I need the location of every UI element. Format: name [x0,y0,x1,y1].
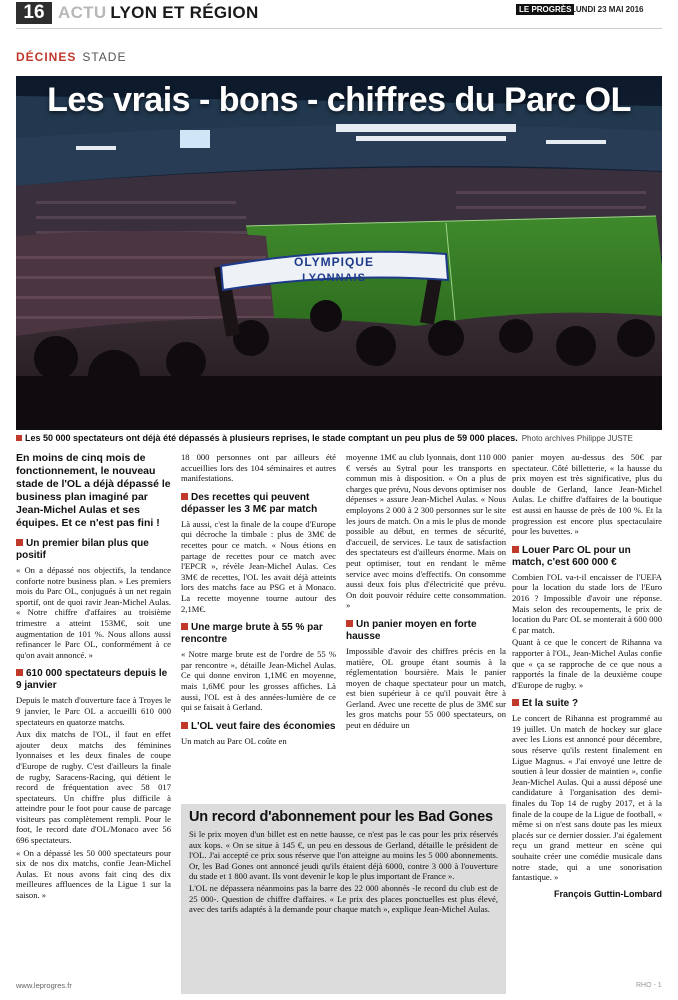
caption-text: Les 50 000 spectateurs ont déjà été dépassés à plusieurs reprises, le stade comptant un peu plus de 59 000 places. [25,433,518,443]
paragraph: Aux dix matchs de l'OL, il faut en effet ajouter deux matchs des féminines lyonnaises et les deux finales de coupe d'Europe de rugby. C'est d'ailleurs la finale de rugby, Saracens-Racing, qui détient le record de fréquentation avec 58 017 spectateurs. Un chiffre plus difficile à atteindre pour le foot pour cause de parcage visiteurs pas complètement rempli. Pour le foot, le record date d'OL/Monaco avec 56 696 spectateurs. [16,729,171,846]
subhead-economies: L'OL veut faire des économies [181,721,336,733]
subhead-square-icon [16,539,23,546]
paragraph: « On a dépassé nos objectifs, la tendance conforte notre business plan. » Les premiers mois du Parc OL, conjugués à un net regain sportif, ont de quoi ravir Jean-Michel Aulas. « Notre chiffre d'affaires au troisième trimestre a atteint 153M€, soit une augmentation de 101 %. Nous allons aussi refinancer le Parc OL, conformément à ce qu'on avait annoncé. » [16,565,171,660]
footer-code: RHO - 1 [636,982,662,989]
subhead-square-icon [346,620,353,627]
kicker-topic: STADE [82,50,127,64]
subhead-spectateurs: 610 000 spectateurs depuis le 9 janvier [16,668,168,692]
column-3 [346,452,506,733]
box-body [181,829,506,915]
subhead-marge: Une marge brute à 55 % par rencontre [181,622,323,646]
section-region: LYON ET RÉGION [110,3,259,22]
author-byline: François Guttin-Lombard [554,888,662,899]
paragraph: Le concert de Rihanna est programmé au 19 juillet. Un match de hockey sur glace avec les Lions est annoncé pour décembre, sous réserve qu'ils restent finalement en Ligue Magnus. « J'ai envoyé une lettre de soutien à leur dossier de maintien », confie Jean-Michel Aulas. Qui a aussi déposé une candidature à l'organisation des demi-finales du Top 14 de rugby 2017, et à la finale de la coupe de la Ligue de football, « même si on n'est sans doute pas les mieux placés sur ce dernier dossier. J'ai également reçu un grand metteur en scène qui souhaite créer une comédie musicale dans notre stade, qui a une sonorisation fantastique. » [512,713,662,883]
paragraph: Impossible d'avoir des chiffres précis en la matière, OL groupe étant soumis à la réglementation boursière. Mais le panier moyen de chaque spectateur pour un match, est bien supérieur à ce qu'il pouvait être à Gerland. Avec une recette de plus de 3M€ sur les gros matchs pour 55 000 spectateurs, on peut en déduire un [346,645,506,731]
subhead-premier-bilan: Un premier bilan plus que positif [16,538,149,561]
subhead-square-icon [181,722,188,729]
page-number: 16 [16,2,52,24]
kicker-place: DÉCINES [16,50,77,64]
column-1 [16,452,171,903]
page-header [0,0,678,26]
scarf-text-line2: LYONNAIS [302,272,366,284]
header-divider [16,28,662,29]
column-2 [181,452,336,748]
subhead-recettes: Des recettes qui peuvent dépasser les 3 M€ par match [181,491,318,515]
paragraph: « Notre marge brute est de l'ordre de 55 % par rencontre », détaille Jean-Michel Aulas. Ce qui donne environ 1,1M€ en moyenne, mais 1,6M€ pour les grosses affiches. Là aussi, l'OL est à des années-lumière de ce qui se faisait à Gerland. [181,649,336,713]
sidebar-box-bad-gones [181,804,506,994]
paragraph: L'OL ne dépassera néanmoins pas la barre des 22 000 abonnés -le record du club est de 25 000-. Question de chiffre d'affaires. « Le prix des places ponctuelles est plus élevé, avec des tarifs adaptés à la demande pour chaque match », explique Jean-Michel Aulas. [189,882,498,915]
newspaper-logo: LE PROGRÈS [516,4,574,15]
subhead-panier: Un panier moyen en forte hausse [346,618,477,642]
paragraph: Quant à ce que le concert de Rihanna va rapporter à l'OL, Jean-Michel Aulas confie que « ça se rapproche de ce que nous a rapportés la finale de la deuxième coupe d'Europe de rugby. » [512,637,662,690]
paragraph: « On a dépassé les 50 000 spectateurs pour six de nos dix matchs, confie Jean-Michel Aulas. Et nous avons fait cinq des dix meilleures affluences de la Ligue 1 sur la saison. » [16,847,171,901]
article-lead: En moins de cinq mois de fonctionnement, le nouveau stade de l'OL a déjà dépassé le business plan imaginé par Jean-Michel Aulas et ses équipes. Et ce n'est pas fini ! [16,452,171,529]
subhead-square-icon [512,699,519,706]
headline: Les vrais - bons - chiffres du Parc OL [47,81,631,119]
stadium-illustration [16,76,662,430]
paragraph: Si le prix moyen d'un billet est en nette hausse, ce n'est pas le cas pour les prix réservés aux kops. « On se situe à 145 €, un peu en dessous de Gerland, détaille le président de l'OL. J'ai accepté ce prix sous réserve que l'on atteigne au moins les 5 000 abonnements. Or, les Bad Gones ont annoncé jeudi qu'ils étaient déjà 6000, contre 3 000 à l'ouverture du stade et 1 800 avant. Ils vont devenir le kop le plus important de France ». [189,829,498,882]
subhead-square-icon [16,669,23,676]
paragraph: panier moyen au-dessus des 50€ par spectateur. Côté billetterie, « la hausse du prix moyen est très significative, plus du double de Gerland, lance Jean-Michel Aulas. Le chiffre d'affaires de la boutique est aussi en hausse de près de 100 %. Et la progression est encore plus spectaculaire pour les buvettes. » [512,452,662,537]
caption-square-icon [16,435,22,441]
issue-date: LUNDI 23 MAI 2016 [571,5,644,14]
paragraph: Un match au Parc OL coûte en [181,735,287,746]
stadium-photo [16,76,662,430]
section-actu: ACTU [58,3,107,22]
section-title [58,3,259,23]
column-4 [512,452,662,900]
paragraph: Combien l'OL va-t-il encaisser de l'UEFA pour la location du stade lors de l'Euro 2016 ? Impossible d'avoir une réponse. Mais selon des recoupements, le prix de location du Parc OL se monterait à 600 000 € par match. [512,571,662,635]
article-kicker [16,50,126,64]
scarf-text-line1: OLYMPIQUE [294,255,374,269]
subhead-suite: Et la suite ? [512,698,662,710]
paragraph: Là aussi, c'est la finale de la coupe d'Europe qui décroche la timbale : plus de 3M€ de recettes pour ce match. « Nous étions en partage de recettes pour ce match avec l'EPCR », révèle Jean-Michel Aulas. Ces 3M€ de recettes, l'OL les avait déjà atteints lors des matchs face au PSG et à Monaco. La recette moyenne tourne autour des 2,1M€. [181,518,336,614]
photo-caption [16,432,662,445]
subhead-square-icon [512,546,519,553]
photo-credit: Photo archives Philippe JUSTE [521,434,633,443]
subhead-square-icon [181,493,188,500]
subhead-square-icon [181,623,188,630]
subhead-location: Louer Parc OL pour un match, c'est 600 000 € [512,544,631,568]
paragraph: 18 000 personnes ont par ailleurs été accueillies lors des 104 séminaires et autres manifestations. [181,452,336,484]
box-title: Un record d'abonnement pour les Bad Gones [189,809,493,825]
footer-site: www.leprogres.fr [16,981,72,990]
paragraph: moyenne 1M€ au club lyonnais, dont 110 000 € versés au Sytral pour les transports en commun mis à disposition. « On a plus de charges que prévu, Nous devons optimiser nos dépenses » assure Jean-Michel Aulas. « Nous employons 2 000 à 2 300 personnes sur le site les jours de match. On a mis le plus de monde possible au début, en termes de sécurité, d'accueil, de services. Le taux de satisfaction des spectateurs est d'ailleurs énorme. Mais on peut optimiser, tout en rendant le même service avec moins d'effectifs. On consomme aussi deux fois plus d'électricité que prévu. On doit pouvoir réduire cette consommation. » [346,452,506,611]
paragraph: Depuis le match d'ouverture face à Troyes le 9 janvier, le Parc OL a accueilli 610 000 spectateurs en quatorze matchs. [16,695,171,727]
